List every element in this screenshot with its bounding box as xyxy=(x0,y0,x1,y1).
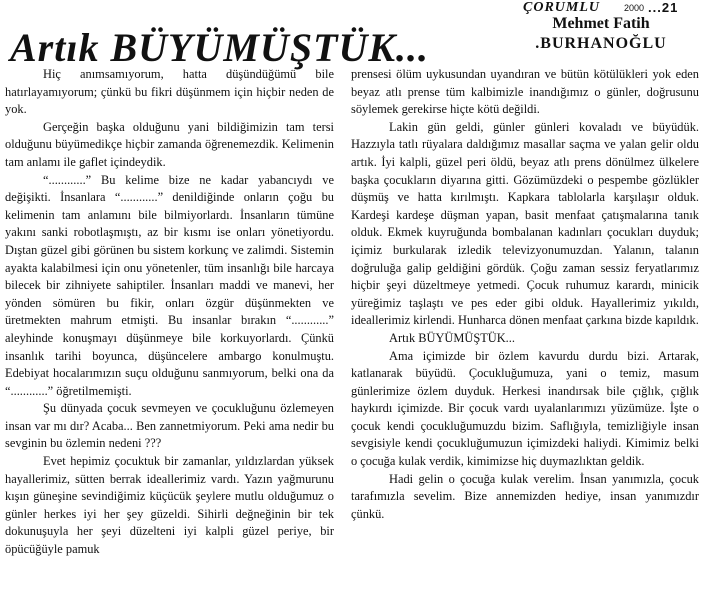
paragraph: “............” Bu kelime bize ne kadar yabancıydı ve değişikti. İnsanlara “............” denildiğinde onların çoğu bu kelimenin tam anlamını bile bilmiyorlardı. İnsanların tümüne yakını sanki robotlaşmıştı, az bir kısmı ise onları yönetiyordu. Dıştan güzel gibi görünen bu sistem korkunç ve zalimdi. Sistemin ayakta kalabilmesi için onu yönetenler, tüm insanlığı bile harcaya bilecek bir zihniyete sahiptiler. İnsanları maddi ve manevi, her yönden sömüren bu fikir, onları özgür düşünmekten ve üretmekten mahrum etmişti. Bu insanlar bırakın “............” aleyhinde konuşmayı düşünmeye bile korkuyorlardı. Çünkü insanlık tarihi boyunca, düşüncelere ambargo konulmuştu. Edebiyat hocalarımızın suçu olduğunu sanmıyorum, belki ona da “............” öğretilmemişti. xyxy=(5,172,334,398)
paragraph: Hadi gelin o çocuğa kulak verelim. İnsan yanımızla, çocuk tarafımızla sevelim. Bize annemizden hediye, insan yanımızdır çünkü. xyxy=(351,471,699,521)
right-column xyxy=(351,66,699,523)
paragraph: Artık BÜYÜMÜŞTÜK... xyxy=(389,330,515,345)
paragraph: Gerçeğin başka olduğunu yani bildiğimizin tam tersi olduğunu büyümedikçe hiçbir zamanda öğrenemezdik. Kelimenin tam anlamı ile gaflet içindeydik. xyxy=(5,119,334,169)
page-number: ...21 xyxy=(648,0,679,15)
left-column xyxy=(5,66,334,559)
author-last-name: .BURHANOĞLU xyxy=(535,35,667,52)
paragraph: Ama içimizde bir özlem kavurdu durdu bizi. Artarak, katlanarak büyüdü. Çocukluğumuza, yani o temiz, masum günlerimize özlem duyduk. Herkesi inandırsak bile çığlık, çığlık haykırdı içimizde. Bir çocuk vardı uyalanlarımızı yüzümüze. İşte o çocuk kendi çocukluğumuzdu bizim. Saflığıyla, temizliğiyle insan sevgisiyle kendi çocukluğumuzun içimizdeki haliydi. Kimimiz belki o çocuğa kulak verdik, kimimizse hiç duymazlıktan geldik. xyxy=(351,348,699,469)
paragraph: prensesi ölüm uykusundan uyandıran ve bütün kötülükleri yok eden beyaz atlı prense tüm kalbimizle inandığımız o günler, doğrusunu söylemek gerekirse hiçte kötü değildi. xyxy=(351,67,699,117)
paragraph: Lakin gün geldi, günler günleri kovaladı ve büyüdük. Hazzıyla tatlı rüyalara daldığımız masallar saçma ve yalan gelir oldu artık. İyi kalpli, güzel peri öldü, beyaz atlı prens dönülmez ülkelere başka çocukların diyarına gitti. Gözümüzdeki o pespembe gözlükler düşmüş ve hatta kırılmıştı. Kapkara tablolarla karşılaşır olduk. Kardeşi kardeşe düşman yapan, basit menfaat çatışmalarına tanık olduk. Ekmek kuyruğunda bombalanan kadınları çocukları duyduk; içimiz burkularak izledik televizyonumuzdan. Yalanın, talanın doğruluğa galip geldiğini gördük. Çoğu zaman sessiz feryatlarımız hiçbir şeyi düzeltmeye yetmedi. Çocuk ruhumuz karardı, minicik yüreğimiz taşlaştı ve pes eder gibi olduk. Hayallerimiz yıkıldı, ideallerimiz kirlendi. Hunharca dönen menfaat çarkına bizde kapıldık. xyxy=(351,119,699,328)
author-block xyxy=(496,14,706,54)
article-title: Artık BÜYÜMÜŞTÜK... xyxy=(10,25,430,70)
paragraph: Şu dünyada çocuk sevmeyen ve çocukluğunu özlemeyen insan var mı dır? Acaba... Ben zannetmiyorum. Peki ama nedir bu sevginin bu özlemin nedeni ??? xyxy=(5,401,334,451)
paragraph: Evet hepimiz çocuktuk bir zamanlar, yıldızlardan yüksek hayallerimiz, sütten berrak ideallerimiz vardı. Yazın yağmurunu kışın güneşine sevindiğimiz küçücük şeylere mutlu olduğumuz o günler herkes iyi her şey güzeldi. Sihirli değneğinin bir tek dokunuşuyla her şeyi düzelteni iyi kalpli güzel periye, bir öpücüğüyle pamuk xyxy=(5,454,334,557)
issue-year: 2000 xyxy=(624,3,645,13)
journal-name: ÇORUMLU xyxy=(523,0,601,15)
author-first-name: Mehmet Fatih xyxy=(552,15,650,32)
paragraph: Hiç anımsamıyorum, hatta düşündüğümü bile hatırlayamıyorum; çünkü bu fikri düşünmem için hiçbir neden de yok. xyxy=(5,67,334,117)
